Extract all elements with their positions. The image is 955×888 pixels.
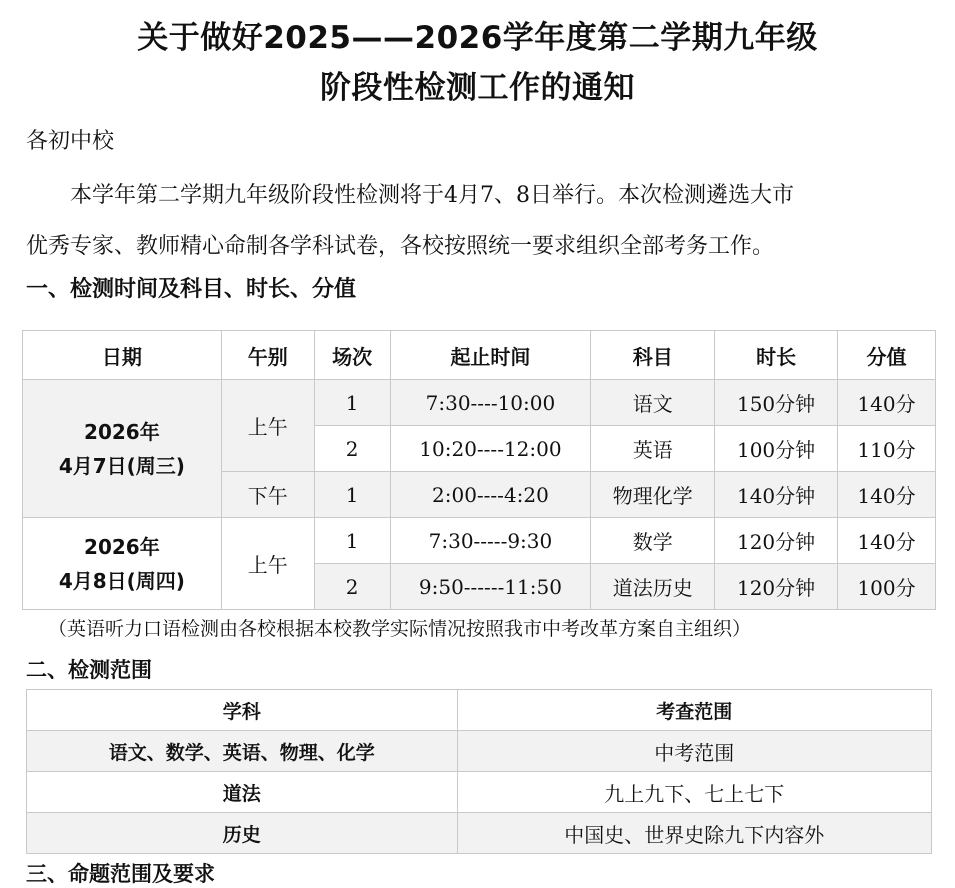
- greeting: 各初中校: [26, 129, 115, 154]
- subject-cell: 道法历史: [591, 564, 715, 610]
- duration-cell: 140分钟: [715, 472, 838, 518]
- subject-cell: 物理化学: [591, 472, 715, 518]
- session-cell: 1: [314, 380, 390, 426]
- table-row: [23, 518, 936, 564]
- duration-cell: 120分钟: [715, 564, 838, 610]
- period-cell-am: 上午: [221, 380, 314, 472]
- table-row: [27, 772, 932, 813]
- session-cell: 2: [314, 426, 390, 472]
- score-cell: 110分: [838, 426, 936, 472]
- date-day: 4月7日(周三): [58, 453, 185, 478]
- time-cell: 7:30-----9:30: [390, 518, 591, 564]
- header-duration: 时长: [715, 331, 838, 380]
- time-cell: 7:30----10:00: [390, 380, 591, 426]
- intro-line-1: 本学年第二学期九年级阶段性检测将于4月7、8日举行。本次检测遴选大市: [70, 183, 794, 208]
- score-cell: 140分: [838, 472, 936, 518]
- header-time: 起止时间: [390, 331, 591, 380]
- table-row: [27, 813, 932, 854]
- subject-cell: 数学: [591, 518, 715, 564]
- score-cell: 140分: [838, 380, 936, 426]
- time-cell: 9:50------11:50: [390, 564, 591, 610]
- score-cell: 100分: [838, 564, 936, 610]
- date-year: 2026年: [84, 419, 160, 444]
- table-row: [27, 731, 932, 772]
- score-cell: 140分: [838, 518, 936, 564]
- scope-subject-cell: 历史: [27, 813, 458, 854]
- scope-range-cell: 中考范围: [457, 731, 931, 772]
- session-cell: 2: [314, 564, 390, 610]
- session-cell: 1: [314, 518, 390, 564]
- section-heading-requirements: 三、命题范围及要求: [26, 862, 215, 886]
- scope-range-cell: 九上九下、七上七下: [457, 772, 931, 813]
- header-score: 分值: [838, 331, 936, 380]
- header-session: 场次: [314, 331, 390, 380]
- intro-paragraph: [26, 170, 936, 272]
- table-row: [23, 380, 936, 426]
- section-heading-scope: 二、检测范围: [26, 658, 152, 682]
- header-date: 日期: [23, 331, 222, 380]
- date-cell-day2: [23, 518, 222, 610]
- time-cell: 2:00----4:20: [390, 472, 591, 518]
- notice-title-line1: 关于做好2025——2026学年度第二学期九年级: [137, 20, 818, 56]
- duration-cell: 120分钟: [715, 518, 838, 564]
- scope-range-cell: 中国史、世界史除九下内容外: [457, 813, 931, 854]
- scope-subject-cell: 道法: [27, 772, 458, 813]
- header-subject: 学科: [27, 690, 458, 731]
- session-cell: 1: [314, 472, 390, 518]
- schedule-header-row: [23, 331, 936, 380]
- period-cell-am: 上午: [221, 518, 314, 610]
- header-period: 午别: [221, 331, 314, 380]
- header-range: 考查范围: [457, 690, 931, 731]
- scope-subject-cell: 语文、数学、英语、物理、化学: [27, 731, 458, 772]
- header-subject: 科目: [591, 331, 715, 380]
- duration-cell: 150分钟: [715, 380, 838, 426]
- intro-line-2: 优秀专家、教师精心命制各学科试卷，各校按照统一要求组织全部考务工作。: [26, 234, 775, 259]
- period-cell-pm: 下午: [221, 472, 314, 518]
- scope-header-row: [27, 690, 932, 731]
- duration-cell: 100分钟: [715, 426, 838, 472]
- date-year: 2026年: [84, 534, 160, 559]
- section-heading-schedule: 一、检测时间及科目、时长、分值: [26, 277, 357, 302]
- date-day: 4月8日(周四): [58, 568, 185, 593]
- scope-table: [26, 689, 932, 854]
- subject-cell: 语文: [591, 380, 715, 426]
- date-cell-day1: [23, 380, 222, 518]
- notice-title-line2: 阶段性检测工作的通知: [320, 70, 635, 106]
- schedule-table: [22, 330, 936, 610]
- subject-cell: 英语: [591, 426, 715, 472]
- listening-note: （英语听力口语检测由各校根据本校教学实际情况按照我市中考改革方案自主组织）: [48, 618, 752, 640]
- time-cell: 10:20----12:00: [390, 426, 591, 472]
